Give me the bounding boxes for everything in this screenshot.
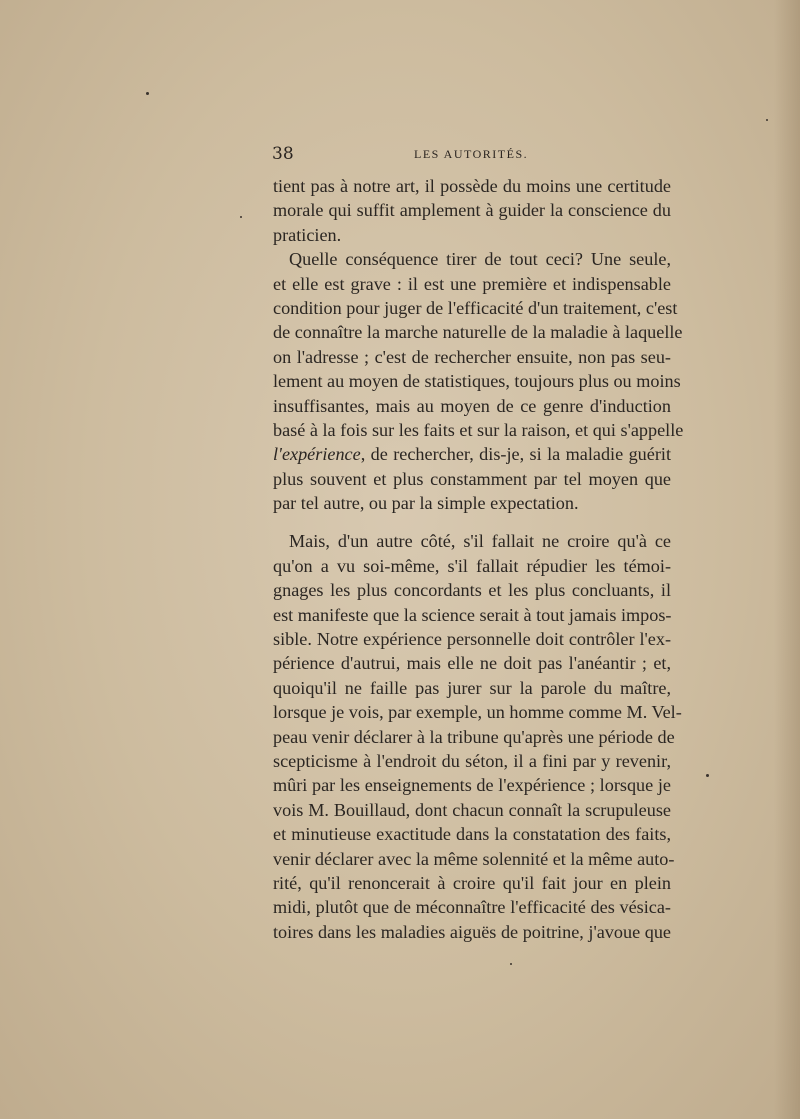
text-line: par tel autre, ou par la simple expectation. (273, 493, 579, 514)
text-fragment: , de rechercher, dis-je, si la maladie guérit (360, 444, 671, 465)
text-line: périence d'autrui, mais elle ne doit pas l'anéantir ; et, (273, 653, 671, 674)
text-line: praticien. (273, 224, 342, 245)
text-line: scepticisme à l'endroit du séton, il a fini par y revenir, (273, 750, 671, 771)
paper-speck (510, 963, 512, 965)
italic-word: l'expérience (273, 444, 361, 465)
body-text (273, 174, 684, 944)
text-line: et elle est grave : il est une première et indispensable (273, 273, 671, 294)
paragraph (273, 529, 682, 944)
text-line: Quelle conséquence tirer de tout ceci? Une seule, (289, 249, 671, 270)
text-line: plus souvent et plus constamment par tel moyen que (273, 468, 671, 489)
text-line: peau venir déclarer à la tribune qu'après une période de (273, 726, 675, 747)
text-line: on l'adresse ; c'est de rechercher ensuite, non pas seu- (273, 346, 671, 367)
paper-speck (240, 216, 242, 218)
text-line (273, 442, 671, 466)
text-line: rité, qu'il renoncerait à croire qu'il fait jour en plein (273, 872, 671, 893)
text-line: venir déclarer avec la même solennité et la même auto- (273, 848, 675, 869)
text-line: insuffisantes, mais au moyen de ce genre d'induction (273, 395, 671, 416)
text-line: gnages les plus concordants et les plus concluants, il (273, 580, 671, 601)
text-line: vois M. Bouillaud, dont chacun connaît la scrupuleuse (273, 799, 671, 820)
paragraph (273, 247, 684, 515)
page-edge-shadow (774, 0, 800, 1119)
text-line: Mais, d'un autre côté, s'il fallait ne croire qu'à ce (289, 531, 671, 552)
text-line: de connaître la marche naturelle de la maladie à laquelle (273, 322, 683, 343)
text-line: qu'on a vu soi-même, s'il fallait répudier les témoi- (273, 555, 671, 576)
text-line: sible. Notre expérience personnelle doit contrôler l'ex- (273, 629, 671, 650)
page-header (272, 144, 672, 170)
paper-speck (766, 119, 768, 121)
text-line: lorsque je vois, par exemple, un homme comme M. Vel- (273, 702, 682, 723)
text-line: et minutieuse exactitude dans la constatation des faits, (273, 824, 671, 845)
paper-speck (706, 774, 709, 777)
text-line: tient pas à notre art, il possède du moins une certitude (273, 176, 671, 196)
text-line: quoiqu'il ne faille pas jurer sur la parole du maître, (273, 677, 671, 698)
text-line: condition pour juger de l'efficacité d'un traitement, c'est (273, 297, 678, 318)
text-line: toires dans les maladies aiguës de poitrine, j'avoue que (273, 921, 671, 942)
paragraph-gap (273, 515, 671, 529)
page-number: 38 (272, 144, 294, 164)
text-line: lement au moyen de statistiques, toujours plus ou moins (273, 371, 681, 392)
text-line: morale qui suffit amplement à guider la conscience du (273, 200, 671, 221)
text-line: midi, plutôt que de méconnaître l'efficacité des vésica- (273, 897, 671, 918)
text-line: basé à la fois sur les faits et sur la raison, et qui s'appelle (273, 419, 684, 440)
text-line: mûri par les enseignements de l'expérience ; lorsque je (273, 775, 671, 796)
paper-speck (146, 92, 149, 95)
paragraph (273, 174, 671, 247)
text-line: est manifeste que la science serait à tout jamais impos- (273, 604, 672, 625)
running-title: LES AUTORITÉS. (414, 147, 529, 161)
